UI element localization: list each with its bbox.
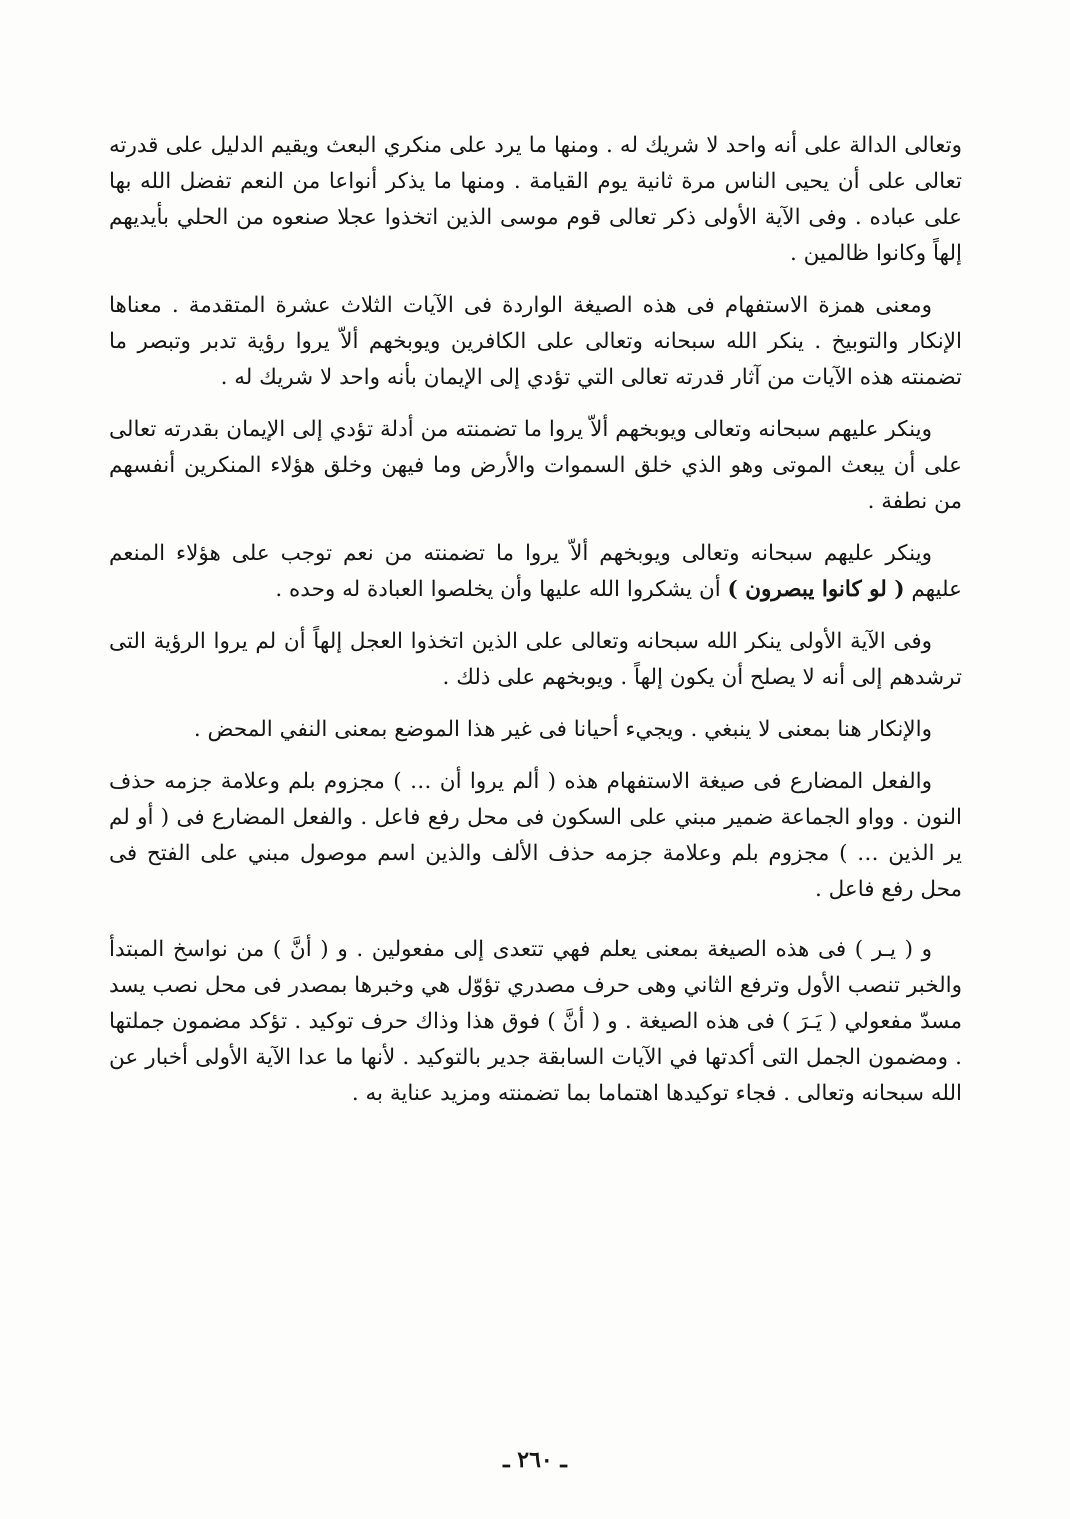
paragraph-4-before: وينكر عليهم سبحانه وتعالى ويوبخهم ألاّ يروا ما تضمنته من نعم توجب على هؤلاء المنعم عليهم	[109, 541, 962, 602]
paragraph-6: والإنكار هنا بمعنى لا ينبغي . ويجيء أحيانا فى غير هذا الموضع بمعنى النفي المحض .	[193, 717, 932, 742]
paragraph-1: وتعالى الدالة على أنه واحد لا شريك له . ومنها ما يرد على منكري البعث ويقيم الدليل على قدرته تعالى على أن يحيى الناس مرة ثانية يوم القيامة . ومنها ما يذكر أنواعا من النعم تفضل الله بها على عباده . وفى الآية الأولى ذكر تعالى قوم موسى الذين اتخذوا عجلا صنعوه من الحلي بأيديهم إلهاً وكانوا ظالمين .	[109, 133, 962, 266]
paragraph-2: ومعنى همزة الاستفهام فى هذه الصيغة الواردة فى الآيات الثلاث عشرة المتقدمة . معناها الإنكار والتوبيخ . ينكر الله سبحانه وتعالى على الكافرين ويوبخهم ألاّ يروا رؤية تدبر وتبصر ما تضمنته هذه الآيات من آثار قدرته تعالى التي تؤدي إلى الإيمان بأنه واحد لا شريك له .	[109, 293, 962, 390]
page-number: ـ ٢٦٠ ـ	[503, 1447, 567, 1473]
quoted-verse: ( لو كانوا يبصرون )	[727, 577, 905, 602]
paragraph-5: وفى الآية الأولى ينكر الله سبحانه وتعالى على الذين اتخذوا العجل إلهاً أن لم يروا الرؤية التى ترشدهم إلى أنه لا يصلح أن يكون إلهاً . ويوبخهم على ذلك .	[109, 629, 962, 690]
paragraph-3: وينكر عليهم سبحانه وتعالى ويوبخهم ألاّ يروا ما تضمنته من أدلة تؤدي إلى الإيمان بقدرته تعالى على أن يبعث الموتى وهو الذي خلق السموات والأرض وما فيهن وخلق هؤلاء المنكرين أنفسهم من نطفة .	[109, 417, 962, 514]
paragraph-7: والفعل المضارع فى صيغة الاستفهام هذه ( ألم يروا أن … ) مجزوم بلم وعلامة جزمه حذف النون . وواو الجماعة ضمير مبني على السكون فى محل رفع فاعل . والفعل المضارع فى ( أو لم ير الذين … ) مجزوم بلم وعلامة جزمه حذف الألف والذين اسم موصول مبني على الفتح فى محل رفع فاعل .	[109, 769, 962, 902]
paragraph-4-after: أن يشكروا الله عليها وأن يخلصوا العبادة له وحده .	[275, 577, 728, 602]
paragraph-8: و ( يـر ) فى هذه الصيغة بمعنى يعلم فهي تتعدى إلى مفعولين . و ( أنَّ ) من نواسخ المبتدأ والخبر تنصب الأول وترفع الثاني وهى حرف مصدري تؤوّل هي وخبرها بمصدر فى محل نصب يسد مسدّ مفعولي ( يَـرَ ) فى هذه الصيغة . و ( أنَّ ) فوق هذا وذاك حرف توكيد . تؤكد مضمون جملتها . ومضمون الجمل التى أكدتها في الآيات السابقة جدير بالتوكيد . لأنها ما عدا الآية الأولى أخبار عن الله سبحانه وتعالى . فجاء توكيدها اهتماما بما تضمنته ومزيد عناية به .	[109, 937, 962, 1106]
body-text	[109, 128, 962, 1128]
paragraph-4	[109, 536, 962, 608]
